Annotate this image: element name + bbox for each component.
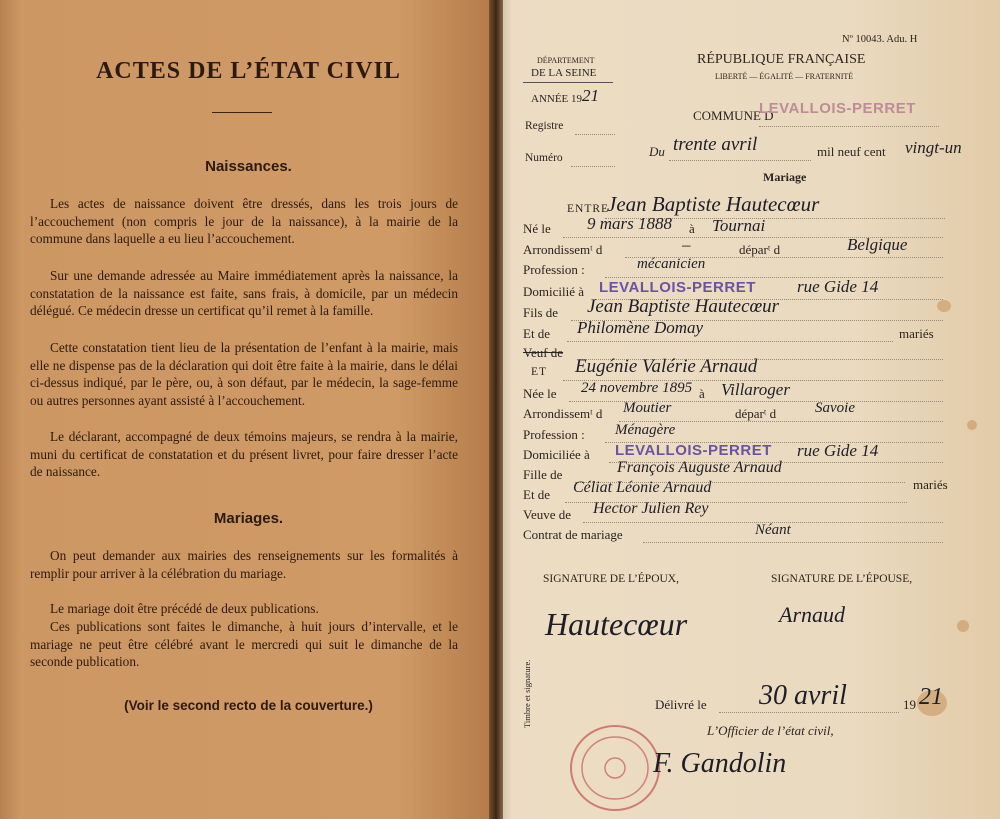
mariages-para-3: Ces publications sont faites le dimanche, à huit jours d’intervalle, et le mariage ne peut être célébré avant le mercredi qui suit le dimanche de la seconde publication.: [30, 619, 458, 670]
du-label: Du: [649, 144, 665, 159]
numero-line: [571, 166, 615, 167]
domiciliee-label: Domiciliée à: [523, 447, 590, 462]
maries-label-2: mariés: [913, 477, 948, 492]
arrond-label-2: Arrondissemᵗ d: [523, 406, 603, 421]
entre-label: ENTRE: [567, 203, 610, 215]
epouse-birthplace: Villaroger: [721, 380, 790, 399]
officier-signature: F. Gandolin: [653, 748, 787, 779]
epoux-name: Jean Baptiste Hautecœur: [607, 192, 820, 216]
a-label: à: [689, 221, 695, 236]
line: [567, 341, 893, 342]
contrat-value: Néant: [755, 522, 791, 538]
stain: [937, 300, 951, 312]
registre-line: [575, 134, 615, 135]
annee-hand: 21: [582, 86, 599, 105]
epoux-father: Jean Baptiste Hautecœur: [587, 296, 780, 317]
epouse-prof: Ménagère: [615, 422, 676, 438]
epouse-father: François Auguste Arnaud: [617, 459, 782, 476]
epouse-mother: Céliat Léonie Arnaud: [573, 479, 712, 496]
commune-label: COMMUNE D: [693, 108, 774, 123]
veuve-label: Veuve de: [523, 507, 572, 522]
annee-words: vingt-un: [905, 138, 962, 157]
mil-label: mil neuf cent: [817, 144, 886, 159]
voir-note: (Voir le second recto de la couverture.): [124, 698, 373, 713]
book-spine: [489, 0, 503, 819]
republique-title: RÉPUBLIQUE FRANÇAISE: [697, 52, 866, 67]
date-hand: trente avril: [673, 134, 758, 155]
epoux-addr: rue Gide 14: [797, 277, 879, 296]
epouse-name: Eugénie Valérie Arnaud: [575, 356, 758, 377]
fils-label: Fils de: [523, 305, 559, 320]
profession-label-2: Profession :: [523, 427, 585, 442]
commune-line: [759, 126, 939, 127]
delivre-year-hand: 21: [919, 684, 943, 710]
commune-stamp: LEVALLOIS-PERRET: [759, 100, 916, 117]
ne-le-label: Né le: [523, 221, 551, 236]
epoux-birth: 9 mars 1888: [587, 214, 673, 233]
mariages-para-2: Le mariage doit être précédé de deux publications.: [50, 601, 319, 616]
domicilie-label: Domicilié à: [523, 284, 585, 299]
delivre-year-prefix: 19: [903, 697, 916, 712]
sig-epoux: Hautecœur: [545, 606, 688, 642]
sig-epouse: Arnaud: [779, 602, 845, 627]
form-number: Nº 10043. Adu. H: [842, 34, 918, 45]
depart-label: déparᵗ d: [739, 242, 781, 257]
epouse-birth: 24 novembre 1895: [581, 380, 693, 396]
date-line: [669, 160, 811, 161]
line: [719, 712, 899, 713]
a-label-2: à: [699, 386, 705, 401]
mariage-heading: Mariage: [763, 170, 807, 184]
line: [605, 277, 943, 278]
registre-label: Registre: [525, 120, 564, 132]
epouse-veuve: Hector Julien Rey: [593, 500, 709, 517]
epoux-arrond: –: [682, 235, 691, 254]
left-page: [0, 0, 497, 819]
naissances-heading: Naissances.: [205, 158, 292, 175]
departement-label: DÉPARTEMENT: [537, 56, 595, 65]
depart-label-2: déparᵗ d: [735, 406, 777, 421]
mariages-heading: Mariages.: [213, 510, 284, 527]
naissances-para-3: Cette constatation tient lieu de la présentation de l’enfant à la mairie, mais elle ne dispense pas de la déclaration qui doit être faite à la mairie, dans le délai ci-dessus indiqué, par le père, ou, à son défaut, par le médecin, la sage-femme ou autres personnes ayant assisté à l’accouchement.: [30, 340, 458, 409]
veuf-label: Veuf de: [523, 345, 564, 360]
annee-label: ANNÉE 19: [531, 93, 583, 105]
sig-epouse-label: SIGNATURE DE L’ÉPOUSE,: [771, 573, 913, 585]
stain: [967, 420, 977, 430]
nee-le-label: Née le: [523, 386, 557, 401]
fille-label: Fille de: [523, 467, 563, 482]
epoux-depart: Belgique: [847, 235, 908, 254]
domicile-stamp: LEVALLOIS-PERRET: [599, 279, 756, 296]
maries-label-1: mariés: [899, 326, 934, 341]
naissances-para-2: Sur une demande adressée au Maire immédiatement après la naissance, la constatation de la naissance est faite, sans frais, à domicile, par un médecin délégué. Ce médecin dresse un certificat qu’il remet à la famille.: [30, 268, 458, 319]
naissances-para-4: Le déclarant, accompagné de deux témoins majeurs, se rendra à la mairie, muni du certificat de constatation et du présent livret, pour faire dresser l’acte de naissance.: [30, 429, 458, 480]
epouse-depart: Savoie: [815, 400, 855, 416]
naissances-para-1: Les actes de naissance doivent être dressés, dans les trois jours de l’accouchement (non compris le jour de la naissance), à la mairie de la commune dans laquelle a eu lieu l’accouchement.: [30, 196, 458, 247]
timbre-label: Timbre et signature.: [522, 659, 532, 728]
stain: [957, 620, 969, 632]
et-label: ET: [531, 366, 548, 378]
line: [643, 542, 943, 543]
delivre-date: 30 avril: [759, 680, 847, 711]
et-de-label-2: Et de: [523, 487, 551, 502]
epouse-addr: rue Gide 14: [797, 441, 879, 460]
sig-epoux-label: SIGNATURE DE L’ÉPOUX,: [543, 573, 679, 585]
title-rule: [212, 112, 272, 113]
epoux-prof: mécanicien: [637, 256, 706, 272]
delivre-label: Délivré le: [655, 697, 707, 712]
et-de-label: Et de: [523, 326, 551, 341]
numero-label: Numéro: [525, 152, 563, 164]
officier-label: L’Officier de l’état civil,: [707, 723, 834, 738]
arrond-label: Arrondissemᵗ d: [523, 242, 603, 257]
domicile-stamp-2: LEVALLOIS-PERRET: [615, 442, 772, 459]
dept-rule: [523, 82, 613, 83]
devise: LIBERTÉ — ÉGALITÉ — FRATERNITÉ: [715, 72, 854, 81]
right-page: [497, 0, 1000, 819]
official-seal: [567, 718, 667, 814]
epoux-mother: Philomène Domay: [577, 318, 704, 337]
epouse-arrond: Moutier: [623, 400, 672, 416]
mariages-para-1: On peut demander aux mairies des renseignements sur les formalités à remplir pour arriver à la célébration du mariage.: [30, 548, 458, 581]
departement-value: DE LA SEINE: [531, 67, 597, 79]
contrat-label: Contrat de mariage: [523, 527, 623, 542]
epoux-birthplace: Tournai: [712, 216, 766, 235]
profession-label: Profession :: [523, 262, 585, 277]
left-title: ACTES DE L’ÉTAT CIVIL: [96, 58, 401, 84]
